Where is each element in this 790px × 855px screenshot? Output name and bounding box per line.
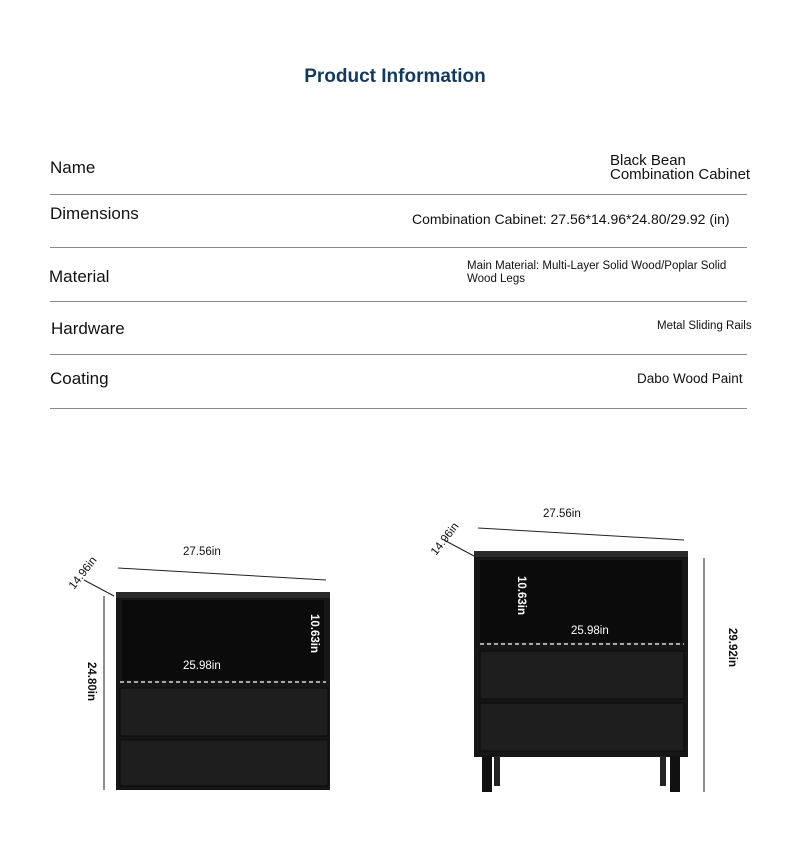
drawer-upper	[480, 651, 684, 699]
width-label: 27.56in	[183, 546, 221, 558]
drawer-upper	[120, 688, 328, 736]
name-value-line2: Combination Cabinet	[610, 166, 751, 183]
height-label: 24.80in	[85, 662, 97, 701]
hardware-value: Metal Sliding Rails	[657, 320, 752, 332]
dimensions-label: Dimensions	[50, 204, 139, 223]
depth-label: 14.96in	[66, 554, 100, 592]
leg-front-left	[482, 756, 492, 792]
name-label: Name	[50, 158, 96, 177]
drawer-lower	[120, 740, 328, 786]
material-label: Material	[49, 267, 110, 286]
shelf-height-label: 10.63in	[308, 614, 320, 653]
cabinet-top	[474, 551, 688, 557]
name-value-line1: Black Bean	[610, 152, 686, 169]
page-title: Product Information	[304, 66, 486, 87]
width-dimension-line	[118, 568, 326, 580]
cabinet-right-diagram	[429, 508, 738, 792]
coating-label: Coating	[50, 369, 109, 388]
material-value-line1: Main Material: Multi-Layer Solid Wood/Poplar Solid	[467, 260, 727, 272]
dimensions-value: Combination Cabinet: 27.56*14.96*24.80/29.92 (in)	[412, 211, 730, 227]
inner-width-label: 25.98in	[183, 660, 221, 672]
coating-value: Dabo Wood Paint	[637, 371, 743, 386]
hardware-label: Hardware	[51, 319, 125, 338]
material-value-line2: Wood Legs	[467, 273, 525, 285]
inner-width-label: 25.98in	[571, 625, 609, 637]
width-label: 27.56in	[543, 508, 581, 520]
depth-dimension-line	[84, 580, 114, 596]
depth-label: 14.96in	[428, 520, 462, 558]
height-label: 29.92in	[726, 628, 738, 667]
cabinet-left-diagram	[67, 546, 330, 790]
leg-front-right	[670, 756, 680, 792]
drawer-lower	[480, 703, 684, 751]
cabinet-top	[116, 592, 330, 598]
width-dimension-line	[478, 528, 684, 540]
leg-back-left	[494, 756, 500, 786]
leg-back-right	[660, 756, 666, 786]
shelf-height-label: 10.63in	[515, 576, 527, 615]
open-shelf	[122, 600, 324, 680]
